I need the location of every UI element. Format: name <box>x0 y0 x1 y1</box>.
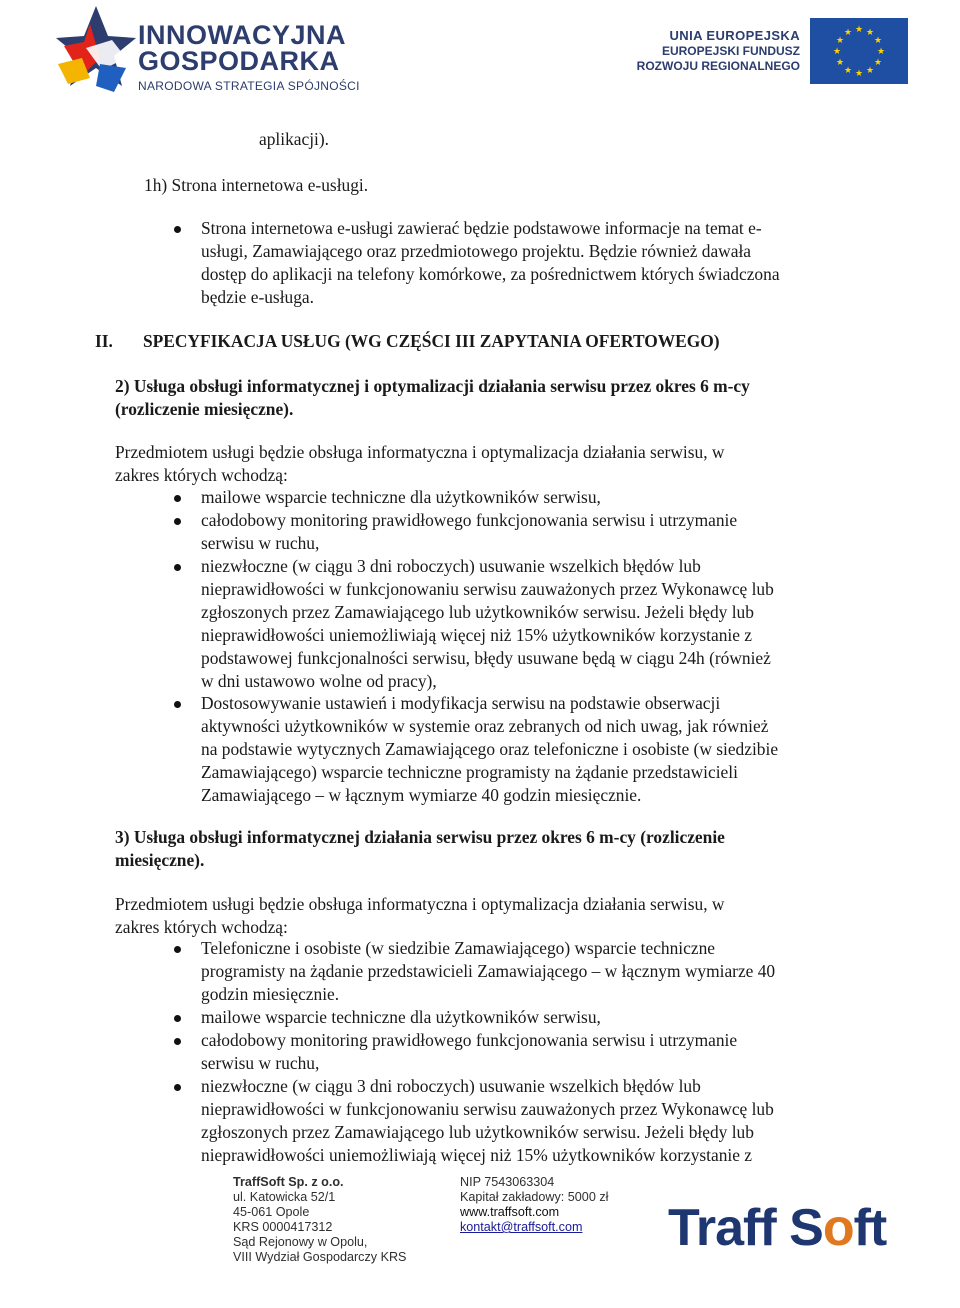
company-name: TraffSoft Sp. z o.o. <box>233 1175 344 1189</box>
svg-text:★: ★ <box>873 58 883 68</box>
list-item: mailowe wsparcie techniczne dla użytkowników serwisu, <box>201 487 601 507</box>
address-street: ul. Katowicka 52/1 <box>233 1190 336 1204</box>
list-item: zgłoszonych przez Zamawiającego lub użytkowników serwisu. Jeżeli błędy lub <box>201 602 754 622</box>
bullet-icon <box>174 1084 181 1091</box>
svg-text:★: ★ <box>843 66 853 76</box>
logo-line-3: NARODOWA STRATEGIA SPÓJNOŚCI <box>138 79 360 93</box>
bullet-icon <box>174 226 181 233</box>
list-item: niezwłoczne (w ciągu 3 dni roboczych) usuwanie wszelkich błędów lub <box>201 556 701 576</box>
list-item: Telefoniczne i osobiste (w siedzibie Zamawiającego) wsparcie techniczne <box>201 938 715 958</box>
paragraph-line: usługi, Zamawiającego oraz przedmiotowego projektu. Będzie również dawała <box>201 241 752 261</box>
svg-text:★: ★ <box>832 47 842 57</box>
bullet-icon <box>174 946 181 953</box>
website-link[interactable]: www.traffsoft.com <box>460 1205 560 1219</box>
svg-text:★: ★ <box>873 36 883 46</box>
court-name: Sąd Rejonowy w Opolu, <box>233 1235 368 1249</box>
subsection-2-heading: 2) Usługa obsługi informatycznej i optymalizacji działania serwisu przez okres 6 m-cy <box>115 376 750 396</box>
bullet-icon <box>174 1038 181 1045</box>
svg-text:★: ★ <box>854 69 864 79</box>
section-2-title: SPECYFIKACJA USŁUG (WG CZĘŚCI III ZAPYTANIA OFERTOWEGO) <box>143 331 720 351</box>
list-item: Zamawiającego) wsparcie techniczne programisty na żądanie przedstawicieli <box>201 762 738 782</box>
bullet-icon <box>174 518 181 525</box>
section-1h-heading: 1h) Strona internetowa e-usługi. <box>144 175 369 195</box>
section-2-number: II. <box>95 331 113 351</box>
list-item: całodobowy monitoring prawidłowego funkcjonowania serwisu i utrzymanie <box>201 1030 738 1050</box>
paragraph-line: dostęp do aplikacji na telefony komórkowe, za pośrednictwem których świadczona <box>201 264 780 284</box>
bullet-icon <box>174 564 181 571</box>
list-item: Dostosowywanie ustawień i modyfikacja serwisu na podstawie obserwacji <box>201 693 721 713</box>
list-item: serwisu w ruchu, <box>201 533 320 553</box>
eu-line-3: ROZWOJU REGIONALNEGO <box>636 59 800 73</box>
paragraph-line: Strona internetowa e-usługi zawierać będzie podstawowe informacje na temat e- <box>201 218 762 238</box>
svg-text:★: ★ <box>854 25 864 35</box>
list-item: niezwłoczne (w ciągu 3 dni roboczych) usuwanie wszelkich błędów lub <box>201 1076 701 1096</box>
list-item: aktywności użytkowników w systemie oraz zebranych od nich uwag, jak również <box>201 716 769 736</box>
list-item: w dni ustawowo wolne od pracy), <box>201 671 437 691</box>
list-item: zgłoszonych przez Zamawiającego lub użytkowników serwisu. Jeżeli błędy lub <box>201 1122 754 1142</box>
address-city: 45-061 Opole <box>233 1205 310 1219</box>
logo-line-2: GOSPODARKA <box>138 46 340 76</box>
subsection-3-heading: miesięczne). <box>115 850 205 870</box>
share-capital: Kapitał zakładowy: 5000 zł <box>460 1190 609 1204</box>
list-item: programisty na żądanie przedstawicieli Zamawiającego – w łącznym wymiarze 40 <box>201 961 776 981</box>
star-logo-icon <box>56 6 136 98</box>
subsection-3-heading: 3) Usługa obsługi informatycznej działania serwisu przez okres 6 m-cy (rozliczenie <box>115 827 725 847</box>
bullet-icon <box>174 1015 181 1022</box>
bullet-icon <box>174 701 181 708</box>
logo-o-letter: o <box>822 1199 854 1257</box>
intro-line: zakres których wchodzą: <box>115 917 288 937</box>
svg-text:★: ★ <box>865 66 875 76</box>
svg-text:★: ★ <box>835 58 845 68</box>
list-item: mailowe wsparcie techniczne dla użytkowników serwisu, <box>201 1007 601 1027</box>
svg-text:★: ★ <box>835 36 845 46</box>
logo-text: Traff S <box>668 1199 823 1257</box>
intro-line: Przedmiotem usługi będzie obsługa informatyczna i optymalizacja działania serwisu, w <box>115 442 725 462</box>
footer-address-block <box>233 1175 406 1265</box>
list-item: nieprawidłowości uniemożliwiają więcej niż 15% użytkowników korzystanie z <box>201 1145 753 1165</box>
traffsoft-logo <box>668 1198 886 1258</box>
list-item: nieprawidłowości w funkcjonowaniu serwisu zauważonych przez Wykonawcę lub <box>201 579 774 599</box>
text-continuation: aplikacji). <box>259 129 330 149</box>
svg-text:★: ★ <box>876 47 886 57</box>
list-item: nieprawidłowości uniemożliwiają więcej niż 15% użytkowników korzystanie z <box>201 625 753 645</box>
eu-logo <box>637 16 908 86</box>
court-department: VIII Wydział Gospodarczy KRS <box>233 1250 407 1264</box>
svg-text:★: ★ <box>843 28 853 38</box>
email-link[interactable]: kontakt@traffsoft.com <box>460 1220 583 1234</box>
nip-number: NIP 7543063304 <box>460 1175 555 1189</box>
list-item: całodobowy monitoring prawidłowego funkcjonowania serwisu i utrzymanie <box>201 510 738 530</box>
bullet-icon <box>174 495 181 502</box>
paragraph-line: będzie e-usługa. <box>201 287 314 307</box>
intro-line: zakres których wchodzą: <box>115 465 288 485</box>
intro-line: Przedmiotem usługi będzie obsługa informatyczna i optymalizacja działania serwisu, w <box>115 894 725 914</box>
list-item: godzin miesięcznie. <box>201 984 340 1004</box>
svg-text:★: ★ <box>865 28 875 38</box>
eu-flag-icon <box>810 18 908 84</box>
list-item: Zamawiającego – w łącznym wymiarze 40 godzin miesięcznie. <box>201 785 642 805</box>
logo-text-end: ft <box>853 1199 887 1257</box>
eu-line-1: UNIA EUROPEJSKA <box>669 28 800 43</box>
list-item: nieprawidłowości w funkcjonowaniu serwisu zauważonych przez Wykonawcę lub <box>201 1099 774 1119</box>
logo-line-1: INNOWACYJNA <box>138 20 347 50</box>
innowacyjna-gospodarka-logo <box>56 6 366 98</box>
eu-line-2: EUROPEJSKI FUNDUSZ <box>661 44 800 58</box>
list-item: na podstawie wytycznych Zamawiającego oraz telefoniczne i osobiste (w siedzibie <box>201 739 779 759</box>
list-item: serwisu w ruchu, <box>201 1053 320 1073</box>
krs-number: KRS 0000417312 <box>233 1220 333 1234</box>
subsection-2-heading: (rozliczenie miesięczne). <box>115 399 294 419</box>
list-item: podstawowej funkcjonalności serwisu, błędy usuwane będą w ciągu 24h (również <box>201 648 771 668</box>
footer-contact-block <box>460 1175 608 1235</box>
